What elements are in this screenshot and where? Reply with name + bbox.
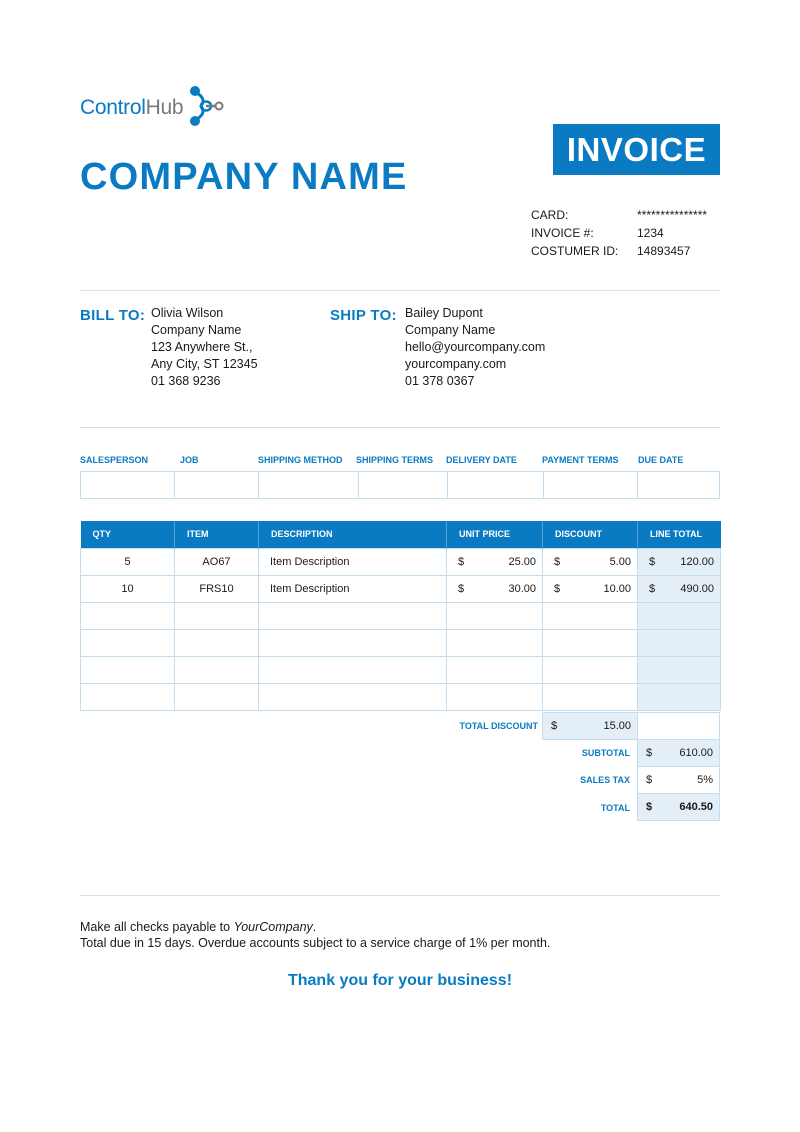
due-date-field[interactable]	[638, 472, 719, 498]
ship-to-label: SHIP TO:	[330, 307, 397, 324]
logo-wordmark: ControlHub	[80, 96, 184, 119]
col-item: ITEM	[175, 521, 259, 548]
ship-to-address: Bailey Dupont Company Name hello@yourcompany.com yourcompany.com 01 378 0367	[405, 306, 546, 388]
table-row: 10 FRS10 Item Description $ 30.00 $ 10.00 $ 490.00	[81, 575, 721, 602]
checks-payable-line: Make all checks payable to YourCompany.	[80, 920, 317, 934]
table-row-empty	[81, 602, 721, 629]
shipping-terms-field[interactable]	[359, 472, 448, 498]
salesperson-field[interactable]	[81, 472, 175, 498]
divider	[80, 427, 720, 428]
thank-you-message: Thank you for your business!	[287, 972, 513, 989]
shipping-method-field[interactable]	[259, 472, 359, 498]
total-label: TOTAL	[600, 803, 630, 813]
meta-customer-id: COSTUMER ID: 14893457	[531, 244, 691, 258]
invoice-meta	[531, 206, 707, 260]
payment-terms-note	[80, 919, 550, 951]
divider	[80, 290, 720, 291]
job-field[interactable]	[175, 472, 259, 498]
total-discount-value: $ 15.00	[542, 712, 638, 740]
sales-tax-label: SALES TAX	[580, 775, 630, 785]
col-description: DESCRIPTION	[259, 521, 447, 548]
delivery-date-field[interactable]	[448, 472, 544, 498]
meta-card: CARD: ***************	[531, 208, 708, 222]
company-logo	[80, 86, 225, 130]
table-header-row	[81, 521, 721, 548]
table-row: 5 AO67 Item Description $ 25.00 $ 5.00 $ 120.00	[81, 548, 721, 575]
hub-network-icon	[187, 84, 225, 133]
divider	[80, 895, 720, 896]
table-row-empty	[81, 656, 721, 683]
col-qty: QTY	[81, 521, 175, 548]
subtotal-value: $ 610.00	[637, 739, 720, 767]
total-value: $ 640.50	[637, 793, 720, 821]
col-discount: DISCOUNT	[543, 521, 638, 548]
info-table-header: SALESPERSON JOB SHIPPING METHOD SHIPPING TERMS DELIVERY DATE PAYMENT TERMS DUE DATE	[80, 455, 684, 465]
meta-invoice-number: INVOICE #: 1234	[531, 226, 664, 240]
table-row-empty	[81, 683, 721, 710]
invoice-title: INVOICE	[553, 124, 720, 175]
total-discount-label: TOTAL DISCOUNT	[459, 721, 538, 731]
sales-tax-value: $ 5%	[637, 766, 720, 794]
company-name: COMPANY NAME	[80, 156, 408, 198]
col-unit-price: UNIT PRICE	[447, 521, 543, 548]
table-row-empty	[81, 629, 721, 656]
col-line-total: LINE TOTAL	[638, 521, 721, 548]
subtotal-label: SUBTOTAL	[581, 748, 630, 758]
bill-to-address: Olivia Wilson Company Name 123 Anywhere St., Any City, ST 12345 01 368 9236	[151, 306, 258, 388]
payment-terms-field[interactable]	[544, 472, 638, 498]
info-table-row	[80, 471, 720, 499]
total-discount-blank	[637, 712, 720, 740]
due-terms-line: Total due in 15 days. Overdue accounts subject to a service charge of 1% per month.	[80, 936, 551, 950]
line-items-table	[80, 521, 721, 711]
bill-to-label: BILL TO:	[80, 307, 146, 324]
